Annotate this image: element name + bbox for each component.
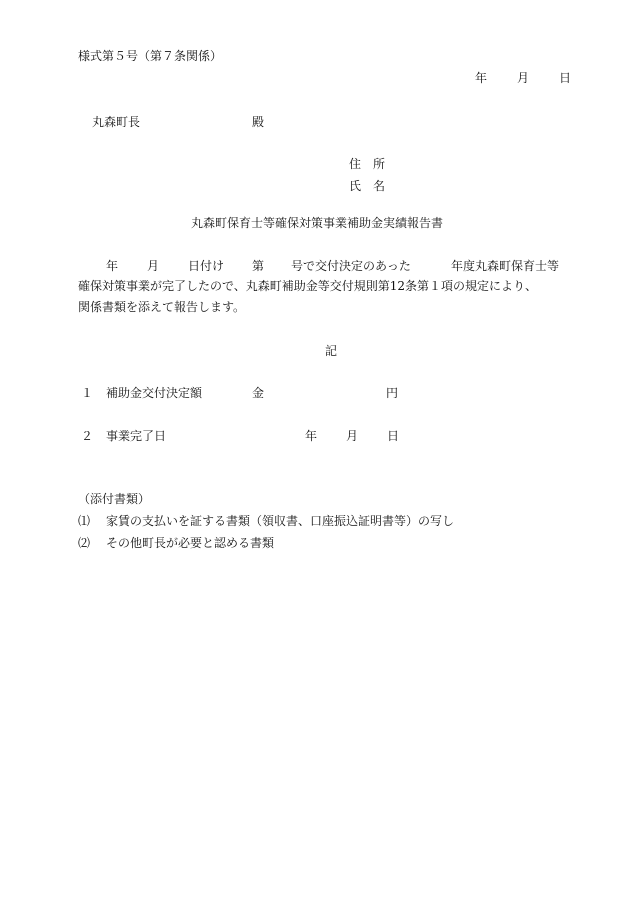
attachment-number: ⑴ — [78, 514, 91, 528]
body-fiscal-year: 年度丸森町保育士等 — [451, 259, 560, 273]
body-year: 年 — [106, 259, 119, 273]
item-label-subsidy-amount: 補助金交付決定額 — [106, 386, 203, 400]
date-year-label: 年 — [475, 71, 488, 85]
attachment-item-rent-receipt: 家賃の支払いを証する書類（領収書、口座振込証明書等）の写し — [106, 514, 455, 528]
body-line-3: 関係書類を添えて報告します。 — [78, 300, 246, 314]
document-title: 丸森町保育士等確保対策事業補助金実績報告書 — [191, 216, 444, 230]
item-completion-year: 年 — [305, 429, 318, 443]
attachment-item-other-documents: その他町長が必要と認める書類 — [106, 536, 275, 550]
attachment-number: ⑵ — [78, 536, 91, 550]
applicant-address-label: 住 所 — [349, 157, 386, 171]
item-amount-unit: 円 — [386, 386, 399, 400]
body-day-dated: 日付け — [188, 259, 225, 273]
item-amount-prefix: 金 — [252, 386, 265, 400]
body-line-2: 確保対策事業が完了したので、丸森町補助金等交付規則第12条第１項の規定により、 — [78, 279, 538, 293]
item-number: １ — [81, 386, 94, 400]
item-number: ２ — [81, 429, 94, 443]
item-completion-month: 月 — [346, 429, 359, 443]
addressee-honorific: 殿 — [252, 115, 265, 129]
attachments-heading: （添付書類） — [78, 492, 151, 506]
item-completion-day: 日 — [387, 429, 400, 443]
addressee-name: 丸森町長 — [92, 115, 141, 129]
date-month-label: 月 — [517, 71, 530, 85]
date-day-label: 日 — [559, 71, 572, 85]
item-label-completion-date: 事業完了日 — [106, 429, 167, 443]
body-number-suffix: 号で交付決定のあった — [291, 259, 411, 273]
form-number: 様式第５号（第７条関係） — [78, 49, 223, 63]
body-number-prefix: 第 — [252, 259, 265, 273]
ki-heading: 記 — [325, 344, 338, 358]
body-month: 月 — [147, 259, 160, 273]
applicant-name-label: 氏 名 — [349, 179, 386, 193]
